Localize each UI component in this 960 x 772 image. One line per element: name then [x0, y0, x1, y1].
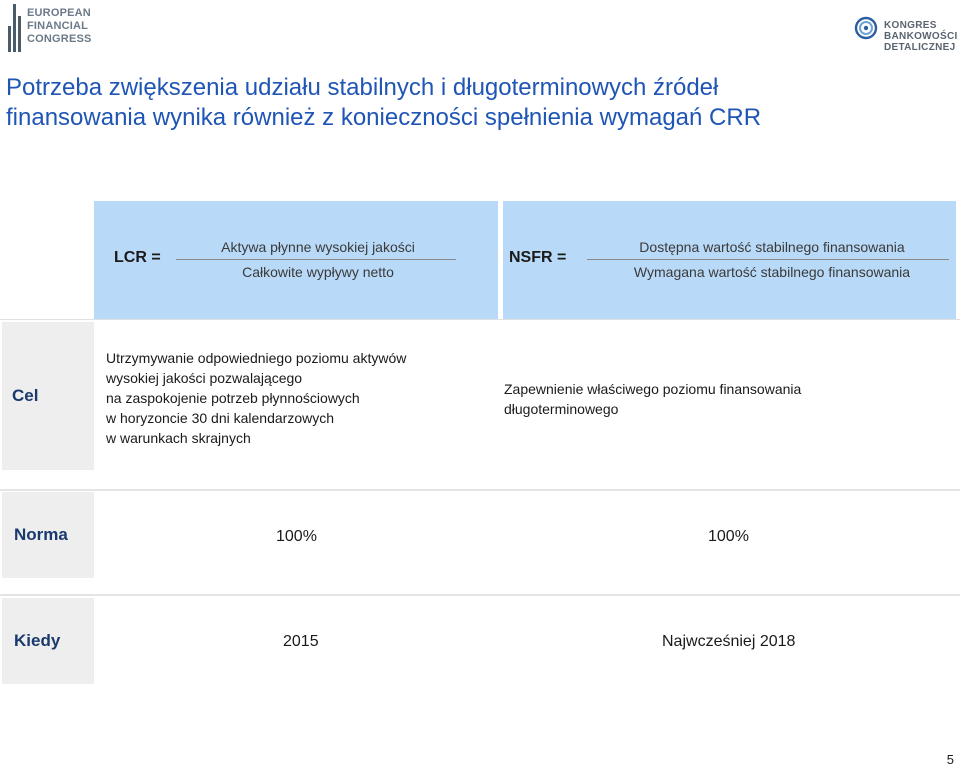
lcr-numerator: Aktywa płynne wysokiej jakości	[221, 239, 415, 255]
kbd-swirl-icon	[854, 16, 878, 40]
norma-nsfr-value: 100%	[708, 528, 749, 545]
cel-nsfr-text	[504, 379, 944, 419]
row-label-cel: Cel	[12, 386, 39, 405]
cel-nsfr-line: Zapewnienie właściwego poziomu finansowania	[504, 381, 802, 397]
row-header-norma	[2, 492, 94, 578]
page-number: 5	[946, 752, 954, 767]
lcr-denominator: Całkowite wypływy netto	[242, 264, 394, 280]
nsfr-label: NSFR =	[509, 249, 567, 266]
efc-logo-line: EUROPEAN	[27, 7, 91, 19]
kbd-logo-text	[884, 20, 958, 53]
european-financial-congress-logo	[8, 4, 98, 54]
cel-lcr-text	[106, 348, 496, 448]
kongres-bankowosci-logo	[854, 14, 958, 56]
kiedy-lcr-value: 2015	[283, 633, 319, 650]
kbd-logo-line: DETALICZNEJ	[884, 42, 956, 53]
nsfr-formula-panel	[503, 201, 956, 319]
slide-title-line-1: Potrzeba zwiększenia udziału stabilnych i długoterminowych źródeł	[6, 74, 719, 101]
efc-logo-line: FINANCIAL	[27, 20, 89, 32]
nsfr-fraction-line	[587, 259, 949, 260]
row-separator	[0, 489, 960, 491]
efc-logo-text	[27, 7, 92, 46]
cel-lcr-line: w warunkach skrajnych	[106, 430, 251, 446]
lcr-formula-panel	[94, 201, 498, 319]
row-rule	[0, 319, 960, 320]
kbd-logo-line: KONGRES	[884, 20, 937, 31]
cel-lcr-line: na zaspokojenie potrzeb płynnościowych	[106, 390, 360, 406]
lcr-label: LCR =	[114, 249, 161, 266]
norma-lcr-value: 100%	[276, 528, 317, 545]
lcr-fraction-line	[176, 259, 456, 260]
row-separator	[0, 594, 960, 596]
row-header-cel	[2, 322, 94, 470]
kiedy-nsfr-value: Najwcześniej 2018	[662, 633, 796, 650]
nsfr-numerator: Dostępna wartość stabilnego finansowania	[639, 239, 905, 255]
cel-lcr-line: w horyzoncie 30 dni kalendarzowych	[106, 410, 335, 426]
slide-title-line-2: finansowania wynika również z konieczności spełnienia wymagań CRR	[6, 104, 762, 131]
row-label-kiedy: Kiedy	[14, 631, 61, 650]
cel-lcr-line: wysokiej jakości pozwalającego	[106, 370, 303, 386]
row-header-kiedy	[2, 598, 94, 684]
row-label-norma: Norma	[14, 525, 68, 544]
cel-nsfr-line: długoterminowego	[504, 401, 619, 417]
nsfr-denominator: Wymagana wartość stabilnego finansowania	[633, 264, 911, 280]
slide-title	[6, 73, 946, 133]
efc-logo-line: CONGRESS	[27, 33, 92, 45]
kbd-logo-line: BANKOWOŚCI	[884, 31, 958, 42]
cel-lcr-line: Utrzymywanie odpowiedniego poziomu aktywów	[106, 350, 407, 366]
